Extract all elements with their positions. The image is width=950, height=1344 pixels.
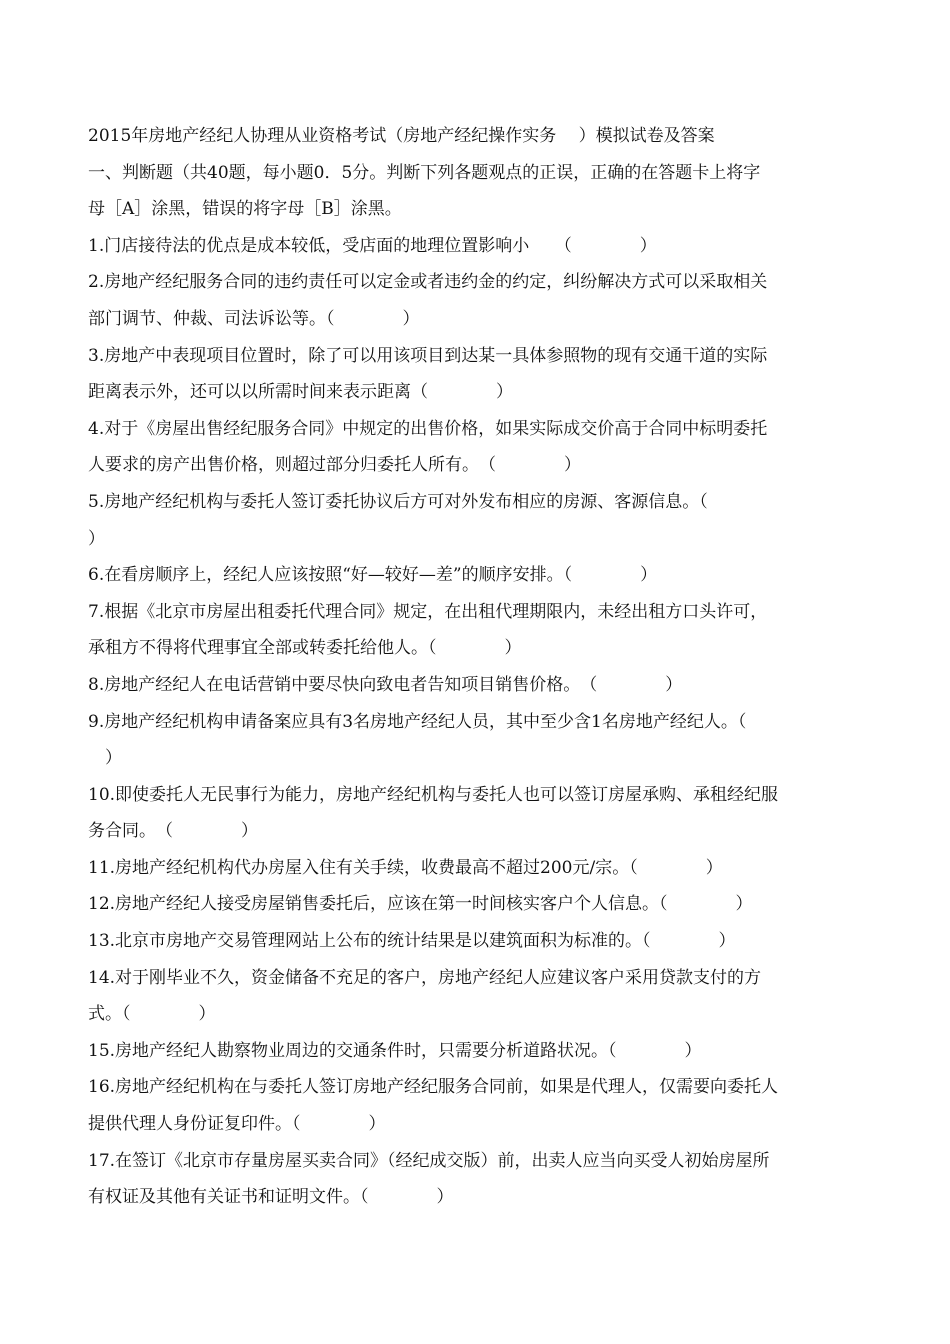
question-line: 承租方不得将代理事宜全部或转委托给他人。（ ） [88, 638, 522, 659]
question-line: ） [88, 528, 105, 549]
question-line: 16.房地产经纪机构在与委托人签订房地产经纪服务合同前，如果是代理人，仅需要向委托人 [88, 1077, 779, 1098]
question-line: 7.根据《北京市房屋出租委托代理合同》规定，在出租代理期限内，未经出租方口头许可， [88, 601, 768, 622]
question-line: 务合同。 （ ） [88, 821, 258, 842]
question-line: 14.对于刚毕业不久，资金储备不充足的客户，房地产经纪人应建议客户采用贷款支付的方 [88, 967, 762, 988]
question-line: ） [88, 748, 122, 769]
question-line: 人要求的房产出售价格，则超过部分归委托人所有。 （ ） [88, 455, 581, 476]
question-line: 距离表示外，还可以以所需时间来表示距离（ ） [88, 382, 513, 403]
question-line: 9.房地产经纪机构申请备案应具有3名房地产经纪人员，其中至少含1名房地产经纪人。（ [88, 711, 747, 732]
question-line: 15.房地产经纪人勘察物业周边的交通条件时，只需要分析道路状况。（ ） [88, 1040, 702, 1061]
document-body [88, 118, 866, 1216]
document-title: 2015年房地产经纪人协理从业资格考试（房地产经纪操作实务 ）模拟试卷及答案 [88, 126, 715, 146]
question-line: 17.在签订《北京市存量房屋买卖合同》（经纪成交版）前，出卖人应当向买受人初始房屋所 [88, 1150, 770, 1171]
question-line: 3.房地产中表现项目位置时，除了可以用该项目到达某一具体参照物的现有交通干道的实际 [88, 345, 768, 366]
question-line: 4.对于《房屋出售经纪服务合同》中规定的出售价格，如果实际成交价高于合同中标明委托 [88, 418, 768, 439]
question-line: 部门调节、仲裁、司法诉讼等。（ ） [88, 308, 420, 329]
question-line: 2.房地产经纪服务合同的违约责任可以定金或者违约金的约定，纠纷解决方式可以采取相关 [88, 272, 768, 293]
question-line: 1.门店接待法的优点是成本较低，受店面的地理位置影响小 （ ） [88, 235, 657, 256]
question-line: 提供代理人身份证复印件。（ ） [88, 1114, 386, 1135]
question-line: 5.房地产经纪机构与委托人签订委托协议后方可对外发布相应的房源、客源信息。（ [88, 491, 708, 512]
question-line: 6.在看房顺序上，经纪人应该按照“好—较好—差”的顺序安排。（ ） [88, 565, 658, 586]
question-line: 12.房地产经纪人接受房屋销售委托后，应该在第一时间核实客户个人信息。（ ） [88, 894, 753, 915]
question-line: 式。（ ） [88, 1004, 216, 1025]
question-line: 有权证及其他有关证书和证明文件。（ ） [88, 1187, 454, 1208]
section-header-line-2: 母［A］涂黑，错误的将字母［B］涂黑。 [88, 199, 402, 220]
section-header-line-1: 一、判断题（共40题，每小题0．5分。判断下列各题观点的正误，正确的在答题卡上将字 [88, 162, 761, 183]
question-line: 8.房地产经纪人在电话营销中要尽快向致电者告知项目销售价格。 （ ） [88, 674, 683, 695]
question-line: 10.即使委托人无民事行为能力，房地产经纪机构与委托人也可以签订房屋承购、承租经纪服 [88, 784, 779, 805]
question-line: 13.北京市房地产交易管理网站上公布的统计结果是以建筑面积为标准的。（ ） [88, 931, 736, 952]
question-line: 11.房地产经纪机构代办房屋入住有关手续，收费最高不超过200元/宗。（ ） [88, 857, 723, 878]
